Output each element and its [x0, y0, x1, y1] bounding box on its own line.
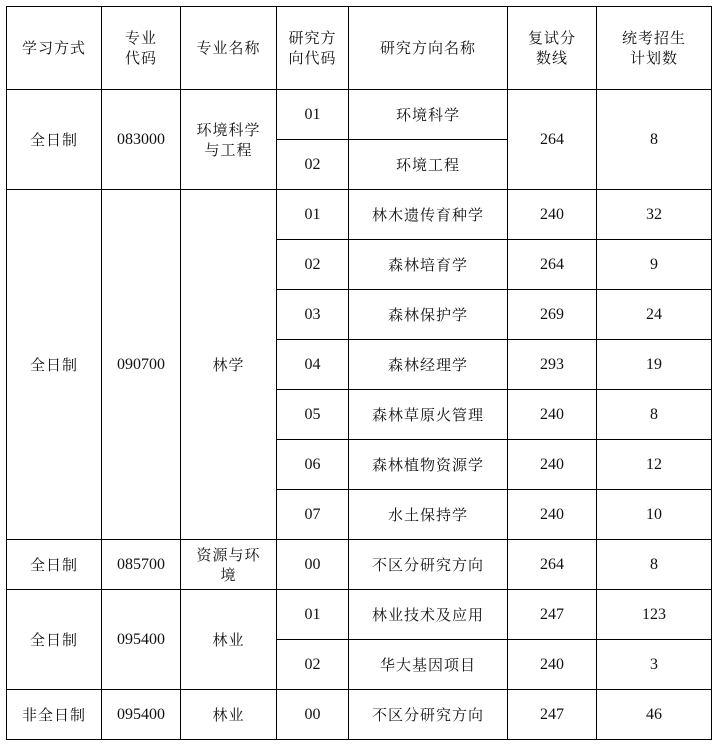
major-code-cell: 095400 — [102, 690, 181, 740]
plan-cell: 32 — [597, 190, 712, 240]
plan-cell: 8 — [597, 540, 712, 590]
direction-code-cell: 05 — [277, 390, 349, 440]
plan-cell: 3 — [597, 640, 712, 690]
major-name-cell: 林学 — [181, 190, 277, 540]
direction-code-cell: 03 — [277, 290, 349, 340]
score-cell: 240 — [508, 490, 597, 540]
direction-name-cell: 森林草原火管理 — [349, 390, 508, 440]
major-code-cell: 090700 — [102, 190, 181, 540]
direction-name-cell: 森林植物资源学 — [349, 440, 508, 490]
plan-cell: 10 — [597, 490, 712, 540]
header-mode: 学习方式 — [7, 7, 102, 90]
direction-code-cell: 02 — [277, 640, 349, 690]
score-cell: 247 — [508, 690, 597, 740]
score-cell: 293 — [508, 340, 597, 390]
direction-code-cell: 02 — [277, 240, 349, 290]
plan-cell: 123 — [597, 590, 712, 640]
plan-cell: 12 — [597, 440, 712, 490]
major-code-cell: 085700 — [102, 540, 181, 590]
table-row — [7, 540, 712, 590]
score-cell: 264 — [508, 90, 597, 190]
score-cell: 264 — [508, 240, 597, 290]
major-name-cell: 资源与环境 — [181, 540, 277, 590]
direction-name-cell: 森林保护学 — [349, 290, 508, 340]
mode-cell: 全日制 — [7, 590, 102, 690]
header-direction-code: 研究方向代码 — [277, 7, 349, 90]
header-major-name: 专业名称 — [181, 7, 277, 90]
direction-name-cell: 林木遗传育种学 — [349, 190, 508, 240]
plan-cell: 24 — [597, 290, 712, 340]
direction-code-cell: 00 — [277, 540, 349, 590]
score-cell: 240 — [508, 640, 597, 690]
table-row — [7, 90, 712, 140]
header-major-code: 专业代码 — [102, 7, 181, 90]
plan-cell: 8 — [597, 90, 712, 190]
major-code-cell: 083000 — [102, 90, 181, 190]
direction-name-cell: 森林培育学 — [349, 240, 508, 290]
mode-cell: 全日制 — [7, 540, 102, 590]
plan-cell: 9 — [597, 240, 712, 290]
score-cell: 264 — [508, 540, 597, 590]
direction-name-cell: 森林经理学 — [349, 340, 508, 390]
header-row — [7, 7, 712, 90]
direction-code-cell: 00 — [277, 690, 349, 740]
admission-table — [6, 6, 712, 740]
table-row — [7, 690, 712, 740]
direction-name-cell: 水土保持学 — [349, 490, 508, 540]
direction-code-cell: 02 — [277, 140, 349, 190]
score-cell: 240 — [508, 190, 597, 240]
score-cell: 247 — [508, 590, 597, 640]
table-row — [7, 190, 712, 240]
header-direction-name: 研究方向名称 — [349, 7, 508, 90]
major-name-cell: 环境科学与工程 — [181, 90, 277, 190]
header-score: 复试分数线 — [508, 7, 597, 90]
table-row — [7, 590, 712, 640]
plan-cell: 46 — [597, 690, 712, 740]
direction-name-cell: 华大基因项目 — [349, 640, 508, 690]
mode-cell: 全日制 — [7, 90, 102, 190]
score-cell: 240 — [508, 440, 597, 490]
plan-cell: 19 — [597, 340, 712, 390]
direction-code-cell: 04 — [277, 340, 349, 390]
direction-name-cell: 不区分研究方向 — [349, 690, 508, 740]
direction-code-cell: 01 — [277, 90, 349, 140]
direction-code-cell: 07 — [277, 490, 349, 540]
direction-code-cell: 06 — [277, 440, 349, 490]
major-code-cell: 095400 — [102, 590, 181, 690]
score-cell: 269 — [508, 290, 597, 340]
major-name-cell: 林业 — [181, 690, 277, 740]
major-name-cell: 林业 — [181, 590, 277, 690]
direction-name-cell: 不区分研究方向 — [349, 540, 508, 590]
mode-cell: 非全日制 — [7, 690, 102, 740]
direction-name-cell: 林业技术及应用 — [349, 590, 508, 640]
score-cell: 240 — [508, 390, 597, 440]
header-plan: 统考招生计划数 — [597, 7, 712, 90]
direction-name-cell: 环境工程 — [349, 140, 508, 190]
direction-name-cell: 环境科学 — [349, 90, 508, 140]
direction-code-cell: 01 — [277, 590, 349, 640]
mode-cell: 全日制 — [7, 190, 102, 540]
direction-code-cell: 01 — [277, 190, 349, 240]
plan-cell: 8 — [597, 390, 712, 440]
